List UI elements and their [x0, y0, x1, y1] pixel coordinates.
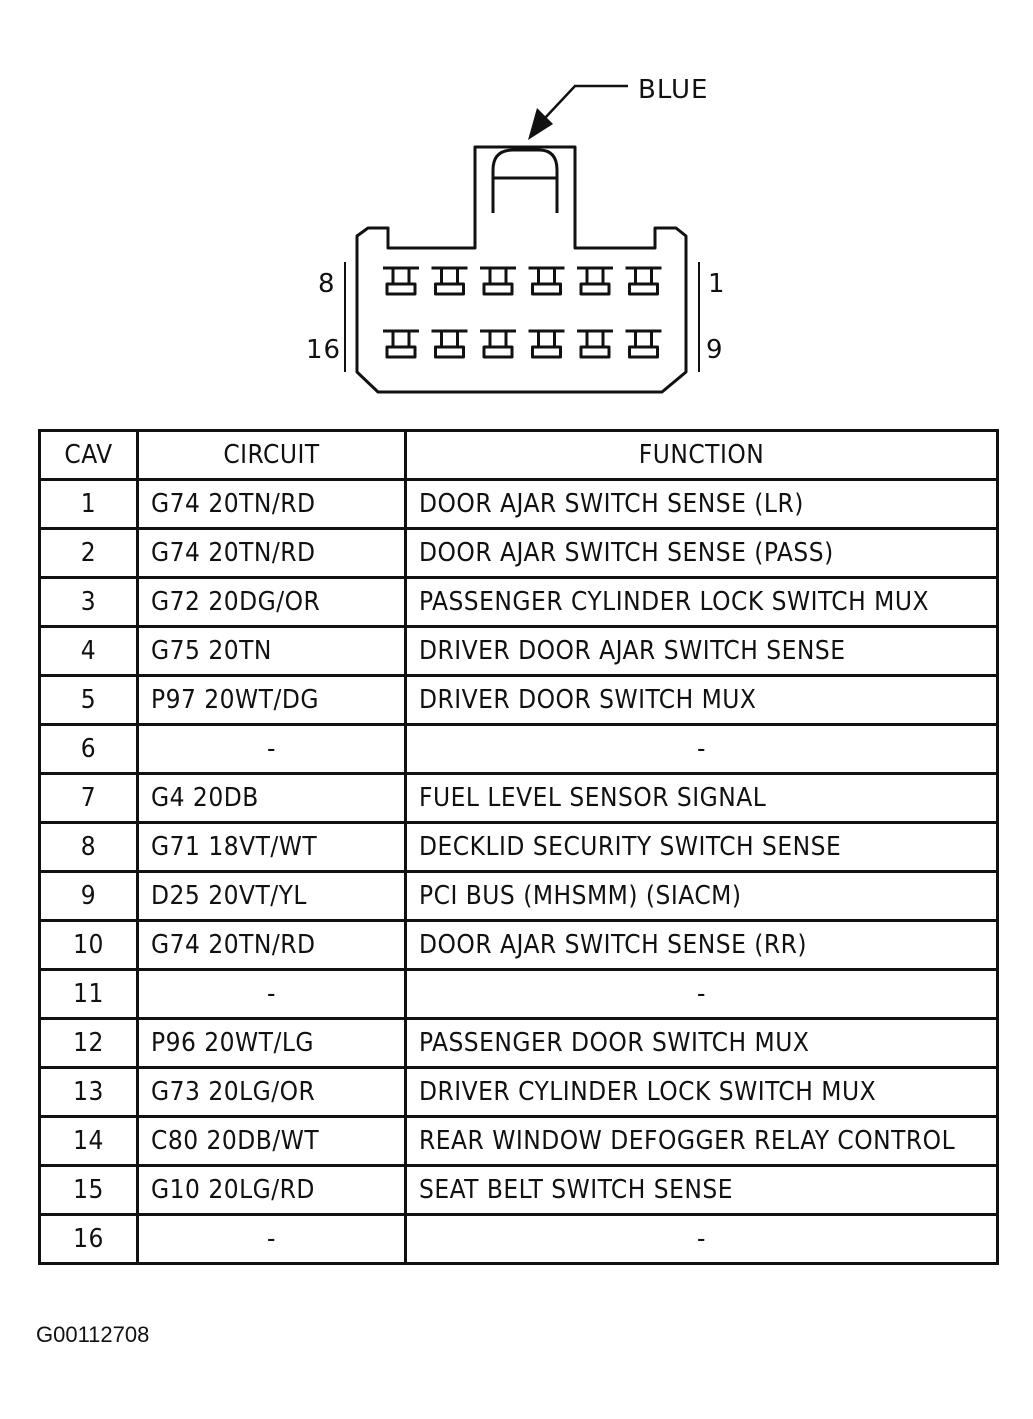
cell-function: DRIVER DOOR AJAR SWITCH SENSE	[406, 627, 998, 676]
table-row	[40, 578, 998, 627]
pin-label-bottom-right: 9	[706, 335, 724, 365]
leader-line	[545, 86, 628, 118]
cell-cav: 12	[40, 1019, 138, 1068]
color-label: BLUE	[638, 75, 709, 105]
cell-circuit: G73 20LG/OR	[138, 1068, 406, 1117]
table-row	[40, 970, 998, 1019]
cell-function: DRIVER CYLINDER LOCK SWITCH MUX	[406, 1068, 998, 1117]
cell-function: PASSENGER CYLINDER LOCK SWITCH MUX	[406, 578, 998, 627]
cell-cav: 8	[40, 823, 138, 872]
locking-tab	[493, 150, 557, 213]
table-row	[40, 480, 998, 529]
terminal-cavity	[432, 268, 468, 294]
cell-circuit: C80 20DB/WT	[138, 1117, 406, 1166]
cell-circuit: -	[138, 970, 406, 1019]
table-row	[40, 1019, 998, 1068]
table-row	[40, 529, 998, 578]
table-row	[40, 921, 998, 970]
terminal-cavity	[529, 268, 565, 294]
cell-circuit: G74 20TN/RD	[138, 529, 406, 578]
cell-function: DRIVER DOOR SWITCH MUX	[406, 676, 998, 725]
table-row	[40, 627, 998, 676]
table-body	[40, 480, 998, 1264]
cell-function: -	[406, 970, 998, 1019]
cell-circuit: G71 18VT/WT	[138, 823, 406, 872]
cell-cav: 7	[40, 774, 138, 823]
pin-label-top-right: 1	[708, 269, 726, 299]
cell-cav: 15	[40, 1166, 138, 1215]
table-row	[40, 1068, 998, 1117]
cell-function: SEAT BELT SWITCH SENSE	[406, 1166, 998, 1215]
cell-circuit: P96 20WT/LG	[138, 1019, 406, 1068]
cell-function: DOOR AJAR SWITCH SENSE (PASS)	[406, 529, 998, 578]
terminal-cavity	[529, 331, 565, 357]
terminal-cavity	[383, 331, 419, 357]
terminal-cavity	[577, 331, 613, 357]
table-row	[40, 1215, 998, 1264]
terminal-cavity	[432, 331, 468, 357]
figure-id: G00112708	[36, 1322, 150, 1347]
cell-cav: 4	[40, 627, 138, 676]
cell-function: REAR WINDOW DEFOGGER RELAY CONTROL	[406, 1117, 998, 1166]
terminal-row-bottom	[383, 331, 662, 357]
cell-circuit: D25 20VT/YL	[138, 872, 406, 921]
connector-diagram	[0, 0, 1033, 420]
header-function: FUNCTION	[406, 431, 998, 480]
table-row	[40, 676, 998, 725]
header-cav: CAV	[40, 431, 138, 480]
table-row	[40, 725, 998, 774]
cell-cav: 9	[40, 872, 138, 921]
cell-cav: 6	[40, 725, 138, 774]
cell-circuit: P97 20WT/DG	[138, 676, 406, 725]
cell-circuit: G75 20TN	[138, 627, 406, 676]
terminal-cavity	[577, 268, 613, 294]
cell-cav: 16	[40, 1215, 138, 1264]
pin-label-bottom-left: 16	[306, 335, 342, 365]
cell-cav: 11	[40, 970, 138, 1019]
cell-cav: 13	[40, 1068, 138, 1117]
pinout-table	[38, 429, 999, 1265]
cell-function: DECKLID SECURITY SWITCH SENSE	[406, 823, 998, 872]
table-row	[40, 774, 998, 823]
cell-function: -	[406, 725, 998, 774]
cell-cav: 5	[40, 676, 138, 725]
table-row	[40, 1166, 998, 1215]
cell-function: FUEL LEVEL SENSOR SIGNAL	[406, 774, 998, 823]
cell-cav: 14	[40, 1117, 138, 1166]
cell-function: PASSENGER DOOR SWITCH MUX	[406, 1019, 998, 1068]
pin-label-top-left: 8	[318, 269, 336, 299]
cell-cav: 2	[40, 529, 138, 578]
table-header-row	[40, 431, 998, 480]
cell-circuit: G4 20DB	[138, 774, 406, 823]
cell-circuit: G72 20DG/OR	[138, 578, 406, 627]
cell-circuit: -	[138, 1215, 406, 1264]
cell-cav: 3	[40, 578, 138, 627]
cell-circuit: G10 20LG/RD	[138, 1166, 406, 1215]
table-row	[40, 823, 998, 872]
header-circuit: CIRCUIT	[138, 431, 406, 480]
cell-function: DOOR AJAR SWITCH SENSE (RR)	[406, 921, 998, 970]
cell-function: DOOR AJAR SWITCH SENSE (LR)	[406, 480, 998, 529]
cell-cav: 1	[40, 480, 138, 529]
terminal-cavity	[480, 268, 516, 294]
table-row	[40, 1117, 998, 1166]
terminal-cavity	[480, 331, 516, 357]
terminal-cavity	[626, 331, 662, 357]
cell-function: PCI BUS (MHSMM) (SIACM)	[406, 872, 998, 921]
terminal-cavity	[383, 268, 419, 294]
cell-circuit: -	[138, 725, 406, 774]
cell-circuit: G74 20TN/RD	[138, 480, 406, 529]
cell-function: -	[406, 1215, 998, 1264]
cell-cav: 10	[40, 921, 138, 970]
terminal-cavity	[626, 268, 662, 294]
table-row	[40, 872, 998, 921]
terminal-row-top	[383, 268, 662, 294]
cell-circuit: G74 20TN/RD	[138, 921, 406, 970]
